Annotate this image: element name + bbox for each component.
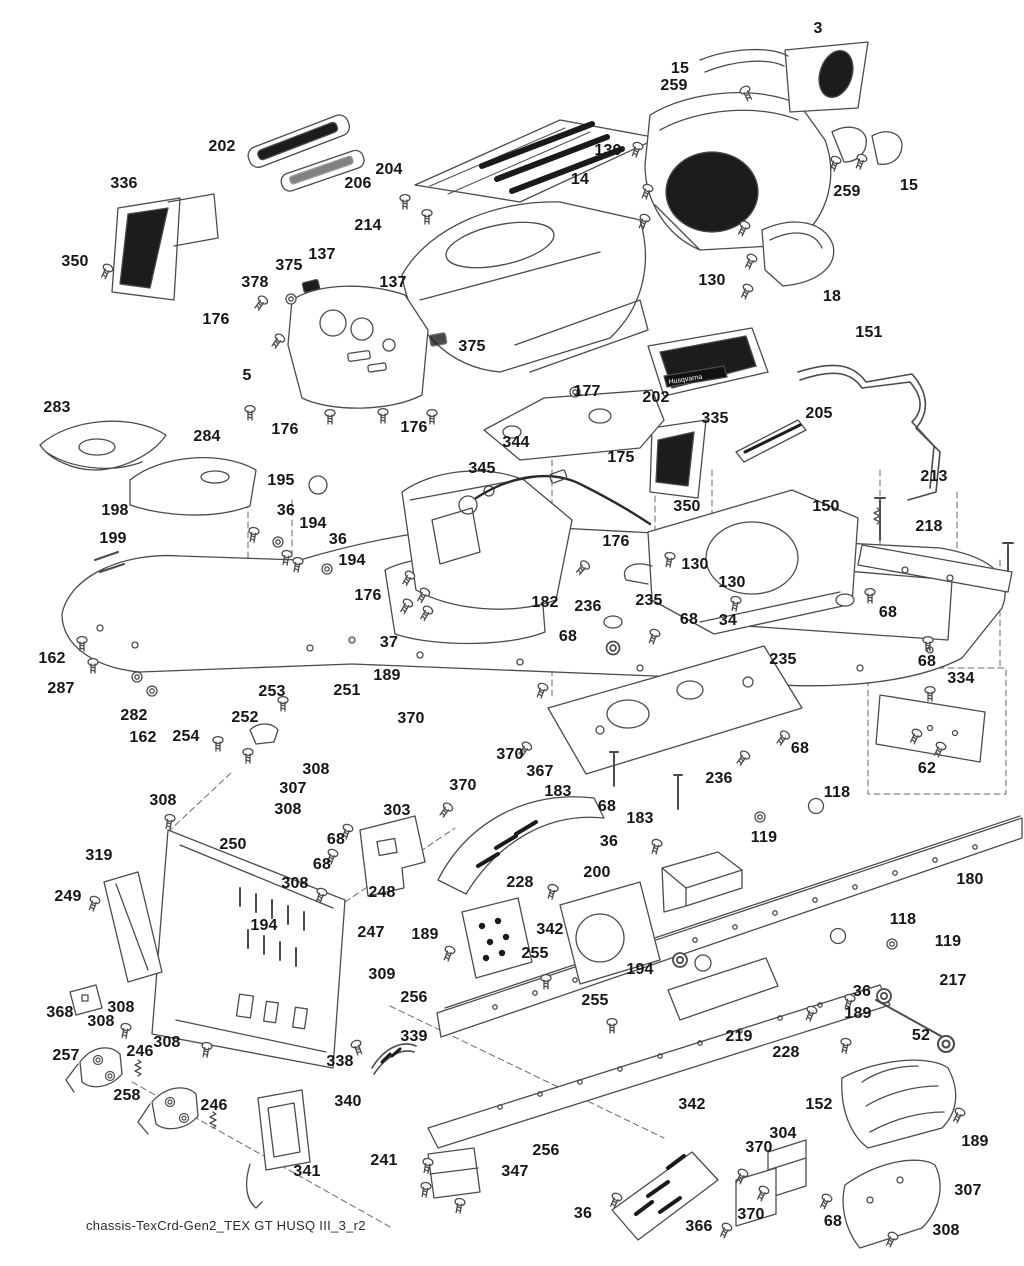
part-callout-36: 36: [328, 531, 348, 548]
part-callout-176: 176: [354, 587, 382, 604]
part-callout-52: 52: [911, 1027, 931, 1044]
brand-logo-text: Husqvarna: [668, 373, 703, 386]
part-callout-304: 304: [769, 1125, 797, 1142]
bracket-342-center: [462, 898, 532, 978]
part-callout-228: 228: [506, 874, 534, 891]
part-callout-375: 375: [458, 338, 486, 355]
part-callout-183: 183: [544, 783, 572, 800]
side-strip-319: [87, 872, 162, 982]
part-callout-68: 68: [878, 604, 898, 621]
part-callout-350: 350: [61, 253, 89, 270]
part-callout-375: 375: [275, 257, 303, 274]
part-callout-345: 345: [468, 460, 496, 477]
part-callout-257: 257: [52, 1047, 80, 1064]
part-callout-189: 189: [961, 1133, 989, 1150]
part-callout-248: 248: [368, 884, 396, 901]
part-callout-368: 368: [46, 1004, 74, 1021]
part-callout-342: 342: [536, 921, 564, 938]
part-callout-119: 119: [750, 829, 778, 846]
part-callout-308: 308: [932, 1222, 960, 1239]
front-fender: [40, 421, 166, 470]
part-callout-177: 177: [573, 383, 601, 400]
part-callout-235: 235: [769, 651, 797, 668]
part-callout-68: 68: [679, 611, 699, 628]
part-callout-36: 36: [276, 502, 296, 519]
part-callout-287: 287: [47, 680, 75, 697]
grille: [648, 328, 768, 396]
part-callout-176: 176: [602, 533, 630, 550]
part-callout-36: 36: [573, 1205, 593, 1222]
part-callout-253: 253: [258, 683, 286, 700]
part-callout-130: 130: [594, 142, 622, 159]
part-callout-68: 68: [558, 628, 578, 645]
part-callout-194: 194: [626, 961, 654, 978]
part-callout-338: 338: [326, 1053, 354, 1070]
part-callout-151: 151: [855, 324, 883, 341]
part-callout-37: 37: [379, 634, 399, 651]
diagram-caption: chassis-TexCrd-Gen2_TEX GT HUSQ III_3_r2: [86, 1218, 366, 1233]
part-callout-194: 194: [338, 552, 366, 569]
part-callout-342: 342: [678, 1096, 706, 1113]
part-callout-370: 370: [449, 777, 477, 794]
part-callout-68: 68: [312, 856, 332, 873]
part-callout-339: 339: [400, 1028, 428, 1045]
part-callout-152: 152: [805, 1096, 833, 1113]
part-callout-34: 34: [718, 612, 738, 629]
part-callout-236: 236: [705, 770, 733, 787]
part-callout-367: 367: [526, 763, 554, 780]
part-callout-176: 176: [271, 421, 299, 438]
part-callout-14: 14: [570, 171, 590, 188]
part-callout-130: 130: [681, 556, 709, 573]
part-callout-334: 334: [947, 670, 975, 687]
part-callout-347: 347: [501, 1163, 529, 1180]
part-callout-68: 68: [917, 653, 937, 670]
part-callout-251: 251: [333, 682, 361, 699]
part-callout-68: 68: [597, 798, 617, 815]
support-bracket: [798, 365, 940, 500]
part-callout-162: 162: [129, 729, 157, 746]
part-callout-309: 309: [368, 966, 396, 983]
part-callout-259: 259: [660, 77, 688, 94]
part-callout-284: 284: [193, 428, 221, 445]
part-callout-250: 250: [219, 836, 247, 853]
part-callout-370: 370: [745, 1139, 773, 1156]
part-callout-370: 370: [496, 746, 524, 763]
part-callout-189: 189: [411, 926, 439, 943]
hood-body: [402, 202, 648, 372]
part-callout-118: 118: [823, 784, 851, 801]
part-callout-202: 202: [208, 138, 236, 155]
part-callout-15: 15: [899, 177, 919, 194]
part-callout-303: 303: [383, 802, 411, 819]
part-callout-344: 344: [502, 434, 530, 451]
part-callout-307: 307: [954, 1182, 982, 1199]
part-callout-182: 182: [531, 594, 559, 611]
part-callout-119: 119: [934, 933, 962, 950]
part-callout-68: 68: [326, 831, 346, 848]
part-callout-255: 255: [521, 945, 549, 962]
part-callout-308: 308: [274, 801, 302, 818]
part-callout-246: 246: [126, 1043, 154, 1060]
part-callout-308: 308: [302, 761, 330, 778]
part-callout-195: 195: [267, 472, 295, 489]
part-callout-252: 252: [231, 709, 259, 726]
part-callout-319: 319: [85, 847, 113, 864]
part-callout-162: 162: [38, 650, 66, 667]
side-panel-18: [762, 222, 834, 286]
part-callout-255: 255: [581, 992, 609, 1009]
part-callout-176: 176: [400, 419, 428, 436]
part-callout-137: 137: [379, 274, 407, 291]
part-callout-189: 189: [844, 1005, 872, 1022]
part-callout-175: 175: [607, 449, 635, 466]
part-callout-307: 307: [279, 780, 307, 797]
part-callout-198: 198: [101, 502, 129, 519]
part-callout-15: 15: [670, 60, 690, 77]
part-callout-68: 68: [823, 1213, 843, 1230]
battery-panel: [99, 194, 218, 300]
part-callout-308: 308: [107, 999, 135, 1016]
part-callout-249: 249: [54, 888, 82, 905]
part-callout-283: 283: [43, 399, 71, 416]
part-callout-219: 219: [725, 1028, 753, 1045]
part-callout-235: 235: [635, 592, 663, 609]
part-callout-5: 5: [242, 367, 252, 384]
part-callout-378: 378: [241, 274, 269, 291]
part-callout-256: 256: [400, 989, 428, 1006]
part-callout-228: 228: [772, 1044, 800, 1061]
part-callout-194: 194: [299, 515, 327, 532]
part-callout-246: 246: [200, 1097, 228, 1114]
part-callout-350: 350: [673, 498, 701, 515]
part-callout-200: 200: [583, 864, 611, 881]
part-callout-3: 3: [813, 20, 823, 37]
part-callout-36: 36: [852, 983, 872, 1000]
part-callout-217: 217: [939, 972, 967, 989]
part-callout-205: 205: [805, 405, 833, 422]
part-callout-180: 180: [956, 871, 984, 888]
part-callout-258: 258: [113, 1087, 141, 1104]
part-callout-308: 308: [87, 1013, 115, 1030]
side-grille: [650, 420, 706, 498]
part-callout-176: 176: [202, 311, 230, 328]
part-callout-336: 336: [110, 175, 138, 192]
part-callout-218: 218: [915, 518, 943, 535]
part-callout-62: 62: [917, 760, 937, 777]
part-callout-366: 366: [685, 1218, 713, 1235]
part-callout-236: 236: [574, 598, 602, 615]
part-callout-308: 308: [153, 1034, 181, 1051]
small-panels: [247, 1039, 966, 1248]
part-callout-130: 130: [698, 272, 726, 289]
part-callout-254: 254: [172, 728, 200, 745]
part-callout-183: 183: [626, 810, 654, 827]
part-callout-247: 247: [357, 924, 385, 941]
part-callout-341: 341: [293, 1163, 321, 1180]
part-callout-241: 241: [370, 1152, 398, 1169]
part-callout-189: 189: [373, 667, 401, 684]
part-callout-256: 256: [532, 1142, 560, 1159]
part-callout-214: 214: [354, 217, 382, 234]
part-callout-370: 370: [737, 1206, 765, 1223]
part-callout-213: 213: [920, 468, 948, 485]
part-callout-18: 18: [822, 288, 842, 305]
part-callout-259: 259: [833, 183, 861, 200]
part-callout-202: 202: [642, 389, 670, 406]
part-callout-282: 282: [120, 707, 148, 724]
part-callout-137: 137: [308, 246, 336, 263]
part-callout-199: 199: [99, 530, 127, 547]
part-callout-36: 36: [599, 833, 619, 850]
part-callout-194: 194: [250, 917, 278, 934]
part-callout-370: 370: [397, 710, 425, 727]
part-callout-118: 118: [889, 911, 917, 928]
part-callout-130: 130: [718, 574, 746, 591]
part-callout-150: 150: [812, 498, 840, 515]
part-callout-308: 308: [149, 792, 177, 809]
part-callout-335: 335: [701, 410, 729, 427]
part-callout-206: 206: [344, 175, 372, 192]
part-callout-204: 204: [375, 161, 403, 178]
part-callout-308: 308: [281, 875, 309, 892]
fender-cover: [130, 458, 327, 515]
part-callout-340: 340: [334, 1093, 362, 1110]
trim-strip: [736, 420, 806, 462]
part-callout-68: 68: [790, 740, 810, 757]
